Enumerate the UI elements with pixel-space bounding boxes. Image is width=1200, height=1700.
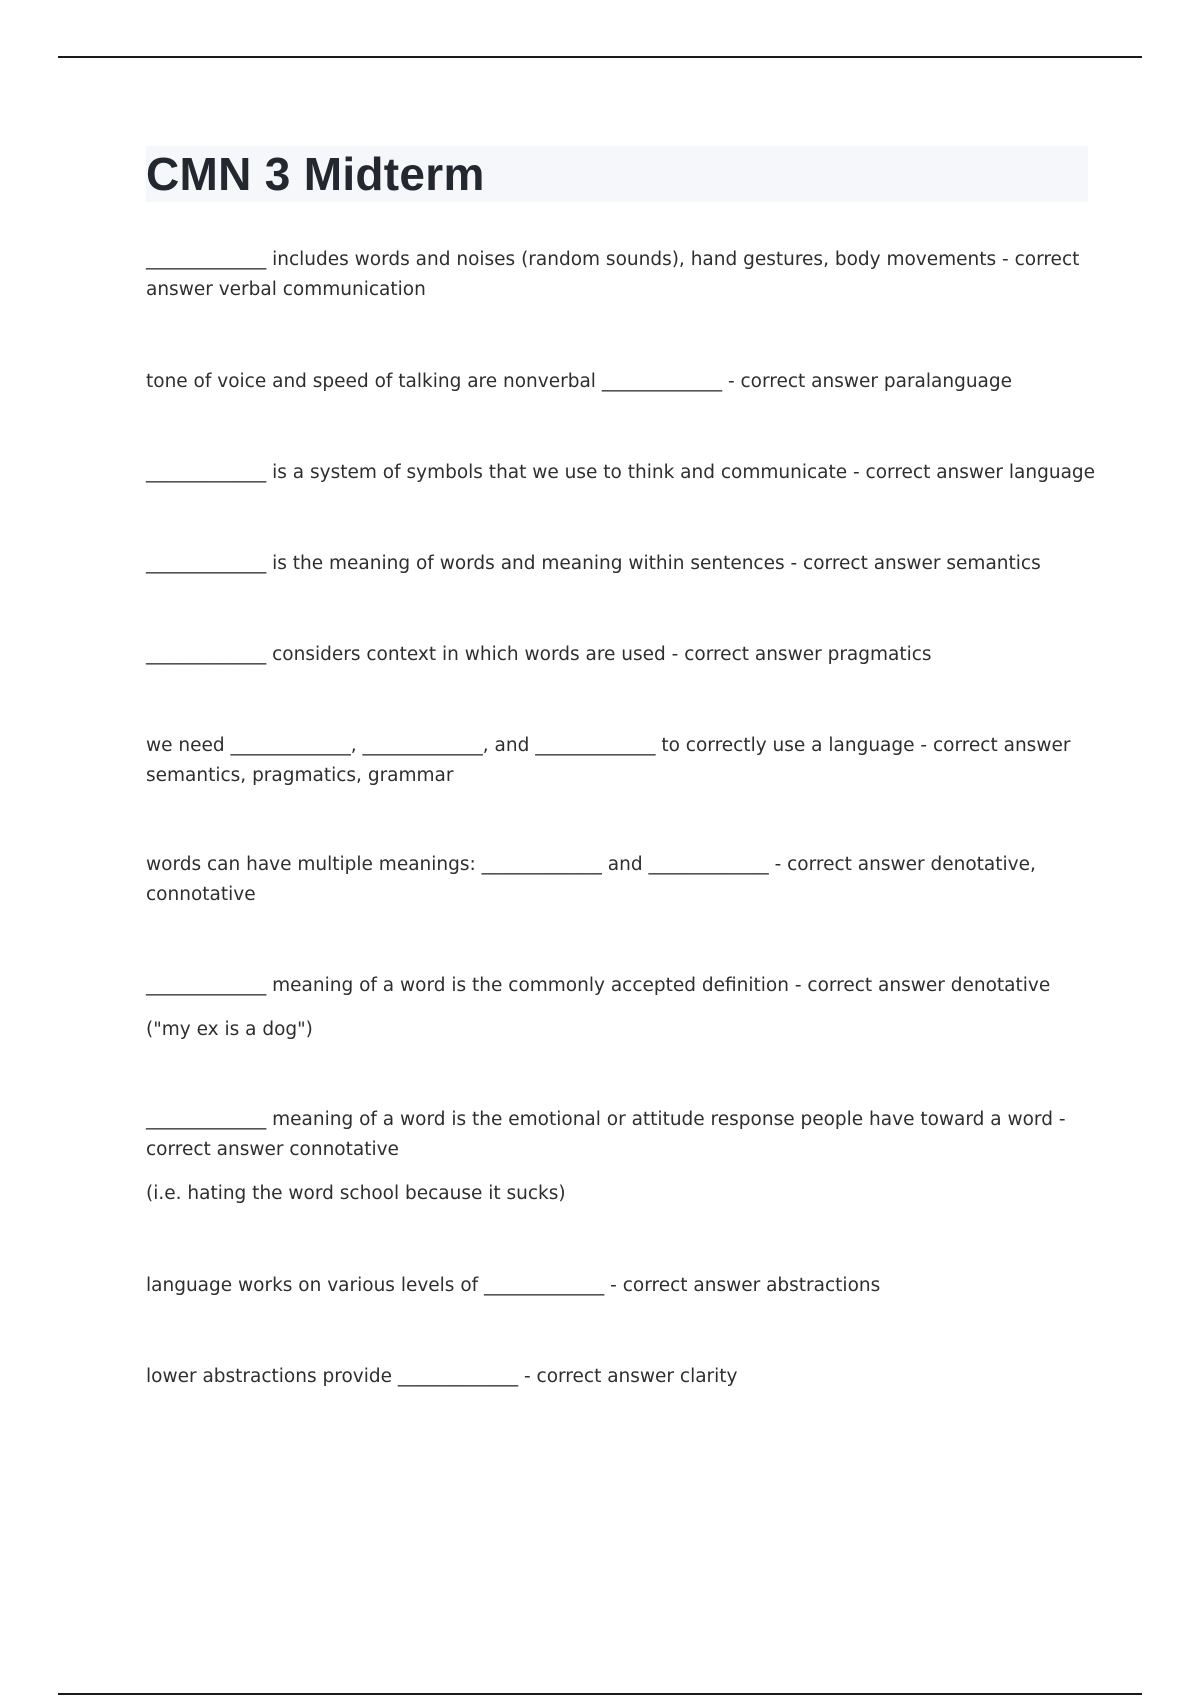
qa-item: [146, 367, 1096, 397]
qa-text: _____________ is the meaning of words and meaning within sentences - correct answer semantics: [146, 553, 1041, 574]
qa-note: (i.e. hating the word school because it sucks): [146, 1183, 566, 1204]
qa-text: _____________ considers context in which words are used - correct answer pragmatics: [146, 644, 932, 665]
qa-item: [146, 640, 1096, 670]
qa-item: [146, 1105, 1096, 1209]
qa-item: [146, 850, 1096, 910]
qa-item: [146, 245, 1096, 305]
qa-item: [146, 549, 1096, 579]
qa-item: [146, 731, 1096, 791]
qa-text: _____________ is a system of symbols that we use to think and communicate - correct answer language: [146, 462, 1096, 483]
qa-item: [146, 458, 1096, 488]
footer-rule: [58, 1693, 1142, 1695]
qa-text: we need _____________, _____________, and _____________ to correctly use a language - correct answer semantics, pragmatics, grammar: [146, 735, 1071, 786]
qa-item: [146, 1271, 1096, 1301]
qa-text: lower abstractions provide _____________ - correct answer clarity: [146, 1366, 738, 1387]
qa-text: words can have multiple meanings: _____________ and _____________ - correct answer denotative, connotative: [146, 854, 1036, 905]
qa-text: _____________ meaning of a word is the commonly accepted definition - correct answer denotative: [146, 975, 1051, 996]
qa-note: ("my ex is a dog"): [146, 1019, 313, 1040]
qa-item: [146, 1362, 1096, 1392]
qa-item: [146, 971, 1096, 1045]
qa-text: _____________ includes words and noises (random sounds), hand gestures, body movements - correct answer verbal communication: [146, 249, 1080, 300]
page-title: CMN 3 Midterm: [146, 148, 485, 200]
qa-text: _____________ meaning of a word is the emotional or attitude response people have toward a word - correct answer connotative: [146, 1109, 1066, 1160]
qa-text: language works on various levels of _____________ - correct answer abstractions: [146, 1275, 881, 1296]
qa-text: tone of voice and speed of talking are nonverbal _____________ - correct answer paralanguage: [146, 371, 1013, 392]
header-rule: [58, 56, 1142, 58]
